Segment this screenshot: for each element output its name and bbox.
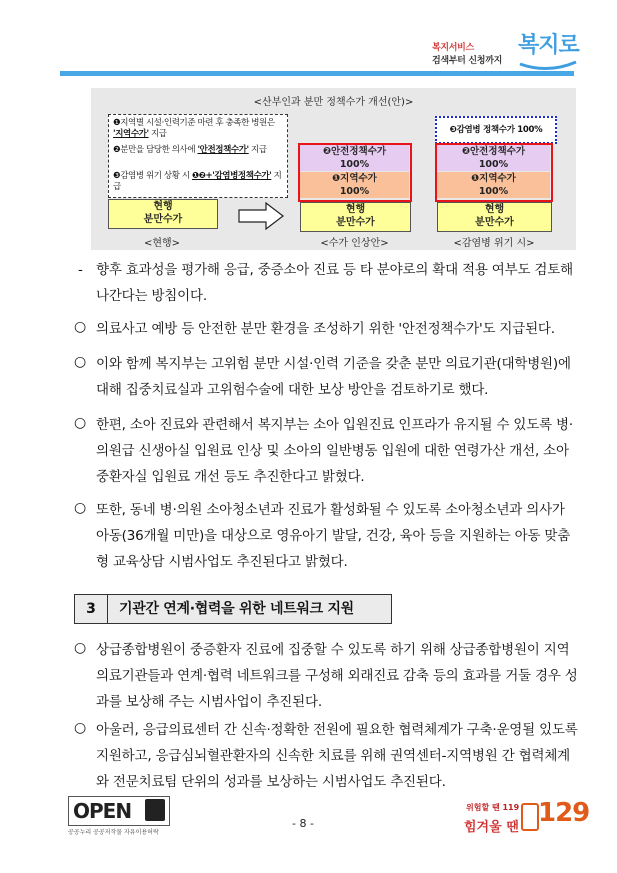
paragraph-4: 또한, 동네 병·의원 소아청소년과 진료가 활성화될 수 있도록 소아청소년과 의사가 아동(36개월 미만)을 대상으로 영유아기 발달, 건강, 육아 등을 지원하는 아동 맞춤형 교육상담 시범사업도 추진된다고 밝혔다. [96,502,571,570]
header-tagline-1: 복지서비스 [432,43,474,53]
caption-raise: <수가 인상안> [320,238,389,249]
helpline-main-text: 힘겨울 땐 [464,820,519,835]
section-title: 기관간 연계·협력을 위한 네트워크 지원 [119,601,354,617]
bullet-circle: ○ [74,720,87,736]
conditions-box [108,114,288,198]
bokjiro-logo: 복지로 [518,32,579,58]
license-person-icon [145,799,165,821]
header-rule [60,71,574,76]
open-label: OPEN [73,799,132,823]
diagram-title: <산부인과 분만 정책수가 개선(안)> [253,97,414,108]
condition-3: ❸감염병 위기 상황 시 ❶❷+'감염병정책수가' 지급 [113,171,282,192]
section-number: 3 [75,595,108,623]
condition-1: ❶지역별 시설·인력기준 마련 후 충족한 병원은 '지역수가' 지급 [113,118,275,139]
col3-safety-cell: ❷안전정책수가 100% [437,145,550,171]
col3-base-box: 현행 분만수가 [437,202,552,232]
paragraph-6: 아울러, 응급의료센터 간 신속·정확한 전원에 필요한 협력체계가 구축·운영될 있도록 지원하고, 응급심뇌혈관환자의 신속한 치료를 위해 권역센터-지역병원 간 협력체계와 전문치료팀 단위의 성과를 보상하는 시범사업도 추진된다. [96,722,578,790]
open-license-caption: 공공누리 공공저작물 자유이용허락 [68,829,159,836]
paragraph-1: 의료사고 예방 등 안전한 분만 환경을 조성하기 위한 '안전정책수가'도 지급된다. [96,321,555,337]
current-fee-box: 현행 분만수가 [108,199,218,229]
caption-infection: <감염병 위기 시> [453,238,535,249]
col3-region-cell: ❶지역수가 100% [437,172,550,198]
page-number: - 8 - [292,817,314,830]
col3-red-frame [435,143,553,202]
paragraph-5: 상급종합병원이 중증환자 진료에 집중할 수 있도록 하기 위해 상급종합병원이 지역 의료기관들과 연계·협력 네트워크를 구성해 외래진료 감축 등의 효과를 거둘 경우 성과를 보상해 주는 시범사업이 추진된다. [96,642,578,710]
bullet-circle: ○ [74,640,87,656]
col3-infection-box: ❸감염병 정책수가 100% [435,116,557,144]
col2-base-box: 현행 분만수가 [300,202,411,232]
right-arrow-icon [238,202,284,230]
bullet-circle: ○ [74,319,87,335]
bullet-circle: ○ [74,500,87,516]
paragraph-2: 이와 함께 복지부는 고위험 분만 시설·인력 기준을 갖춘 분만 의료기관(대학병원)에 대해 집중치료실과 고위험수술에 대한 보상 방안을 검토하기로 했다. [96,356,571,398]
col2-region-cell: ❶지역수가 100% [300,172,409,198]
open-license-badge [68,796,170,826]
paragraph-3: 한편, 소아 진료와 관련해서 복지부는 소아 입원진료 인프라가 유지될 수 있도록 병·의원급 신생아실 입원료 인상 및 소아의 일반병동 입원에 대한 연령가산 개선, 소아 중환자실 입원료 개선 등도 추진한다고 밝혔다. [96,417,573,485]
col2-safety-cell: ❷안전정책수가 100% [300,145,409,171]
helpline-number: 129 [538,798,590,828]
phone-icon [521,803,539,831]
col2-red-frame [298,143,412,202]
dash-item: - 향후 효과성을 평가해 응급, 중증소아 진료 등 타 분야로의 확대 적용 여부도 검토해 나간다는 방침이다. [78,262,573,304]
header-tagline-2: 검색부터 신청까지 [432,56,502,66]
caption-current: <현행> [143,238,181,249]
bullet-circle: ○ [74,354,87,370]
helpline-small-text: 위험할 땐 119 [466,803,520,812]
bullet-circle: ○ [74,415,87,431]
condition-2: ❷분만을 담당한 의사에 '안전정책수가' 지급 [113,145,267,155]
section-header [74,594,392,624]
